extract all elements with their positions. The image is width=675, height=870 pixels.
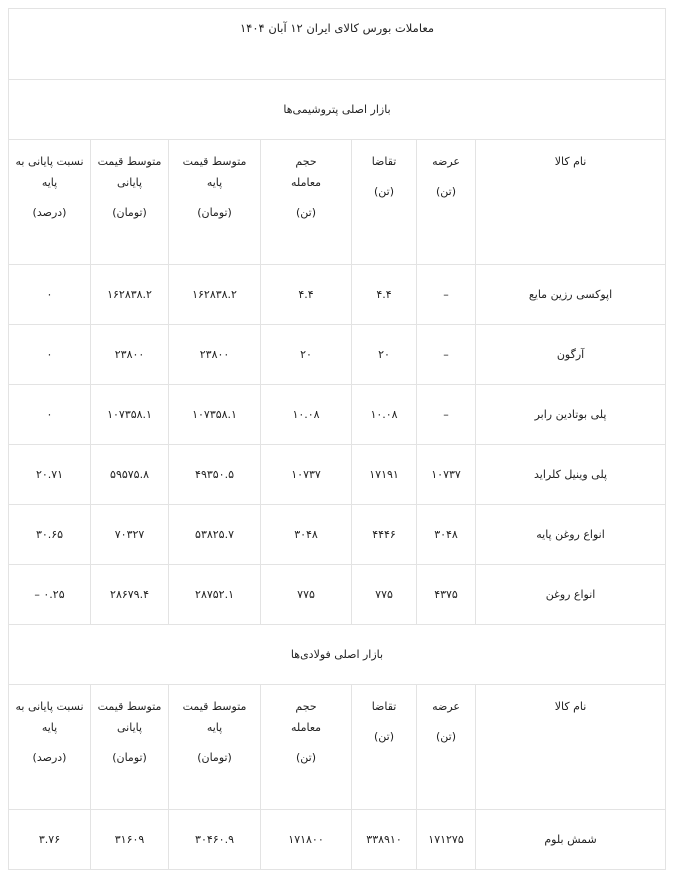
volume-cell: ۲۰ <box>261 325 352 385</box>
page-title: معاملات بورس کالای ایران ۱۲ آبان ۱۴۰۴ <box>9 9 666 80</box>
demand-cell: ۴.۴ <box>352 265 417 325</box>
header-label: نسبت پایانی به <box>15 700 84 713</box>
report-container <box>8 8 665 870</box>
supply-cell: ۱۰۷۳۷ <box>417 445 476 505</box>
ratio-cell: ۳.۷۶ <box>9 810 91 870</box>
base-price-cell: ۱۰۷۳۵۸.۱ <box>169 385 261 445</box>
table-row <box>9 565 666 625</box>
header-unit: (تومان) <box>112 206 147 219</box>
demand-cell: ۱۰.۰۸ <box>352 385 417 445</box>
volume-header <box>261 685 352 810</box>
market-table <box>8 8 666 870</box>
header-label-line2: پایانی <box>117 721 143 734</box>
header-unit: (تومان) <box>197 206 232 219</box>
ratio-cell: ۳۰.۶۵ <box>9 505 91 565</box>
supply-cell: – <box>417 265 476 325</box>
demand-cell: ۱۷۱۹۱ <box>352 445 417 505</box>
final-price-cell: ۲۸۶۷۹.۴ <box>91 565 169 625</box>
final-price-cell: ۳۱۶۰۹ <box>91 810 169 870</box>
section-title: بازار اصلی پتروشیمی‌ها <box>9 80 666 140</box>
base-price-cell: ۱۶۲۸۳۸.۲ <box>169 265 261 325</box>
section-row <box>9 80 666 140</box>
header-unit: (تن) <box>436 185 457 198</box>
header-label: تقاضا <box>371 700 397 713</box>
header-label: نسبت پایانی به <box>15 155 84 168</box>
header-label-line2: پایه <box>206 176 223 189</box>
supply-cell: ۳۰۴۸ <box>417 505 476 565</box>
header-label: تقاضا <box>371 155 397 168</box>
base-price-cell: ۵۳۸۲۵.۷ <box>169 505 261 565</box>
demand-cell: ۷۷۵ <box>352 565 417 625</box>
final-price-cell: ۷۰۳۲۷ <box>91 505 169 565</box>
demand-header <box>352 140 417 265</box>
header-unit: (تن) <box>296 206 317 219</box>
demand-header <box>352 685 417 810</box>
header-label-line2: پایه <box>206 721 223 734</box>
final-price-header <box>91 140 169 265</box>
ratio-cell: ۰ <box>9 265 91 325</box>
final-price-cell: ۲۳۸۰۰ <box>91 325 169 385</box>
section-row <box>9 625 666 685</box>
demand-cell: ۲۰ <box>352 325 417 385</box>
ratio-cell: ۰.۲۵ – <box>9 565 91 625</box>
table-row <box>9 445 666 505</box>
product-header: نام کالا <box>476 140 666 265</box>
header-label-line2: معامله <box>291 176 322 189</box>
volume-cell: ۷۷۵ <box>261 565 352 625</box>
ratio-cell: ۰ <box>9 325 91 385</box>
header-label-line2: معامله <box>291 721 322 734</box>
ratio-header <box>9 685 91 810</box>
column-header-row <box>9 685 666 810</box>
header-label: متوسط قیمت <box>97 155 162 168</box>
supply-cell: ۴۳۷۵ <box>417 565 476 625</box>
header-unit: (تن) <box>374 185 395 198</box>
product-name-cell: انواع روغن <box>476 565 666 625</box>
product-header: نام کالا <box>476 685 666 810</box>
product-name-cell: انواع روغن پایه <box>476 505 666 565</box>
volume-cell: ۱۰۷۳۷ <box>261 445 352 505</box>
final-price-header <box>91 685 169 810</box>
ratio-cell: ۰ <box>9 385 91 445</box>
product-name-cell: پلی وینیل کلراید <box>476 445 666 505</box>
supply-cell: – <box>417 385 476 445</box>
header-label: متوسط قیمت <box>182 155 247 168</box>
header-unit: (تن) <box>296 751 317 764</box>
volume-cell: ۱۰.۰۸ <box>261 385 352 445</box>
volume-cell: ۴.۴ <box>261 265 352 325</box>
base-price-cell: ۴۹۳۵۰.۵ <box>169 445 261 505</box>
product-name-cell: شمش بلوم <box>476 810 666 870</box>
ratio-header <box>9 140 91 265</box>
product-name-cell: آرگون <box>476 325 666 385</box>
table-row <box>9 385 666 445</box>
volume-header <box>261 140 352 265</box>
header-unit: (درصد) <box>32 751 67 764</box>
base-price-cell: ۲۸۷۵۲.۱ <box>169 565 261 625</box>
table-row <box>9 505 666 565</box>
header-unit: (تن) <box>374 730 395 743</box>
header-unit: (تن) <box>436 730 457 743</box>
base-price-cell: ۲۳۸۰۰ <box>169 325 261 385</box>
header-label: متوسط قیمت <box>97 700 162 713</box>
table-row <box>9 325 666 385</box>
header-label: عرضه <box>432 700 460 713</box>
final-price-cell: ۱۰۷۳۵۸.۱ <box>91 385 169 445</box>
final-price-cell: ۱۶۲۸۳۸.۲ <box>91 265 169 325</box>
header-unit: (تومان) <box>112 751 147 764</box>
volume-cell: ۱۷۱۸۰۰ <box>261 810 352 870</box>
product-name-cell: اپوکسی رزین مایع <box>476 265 666 325</box>
supply-cell: ۱۷۱۲۷۵ <box>417 810 476 870</box>
volume-cell: ۳۰۴۸ <box>261 505 352 565</box>
table-row <box>9 810 666 870</box>
ratio-cell: ۲۰.۷۱ <box>9 445 91 505</box>
header-label-line2: پایه <box>41 176 58 189</box>
header-label-line2: پایانی <box>117 176 143 189</box>
demand-cell: ۳۳۸۹۱۰ <box>352 810 417 870</box>
header-label-line2: پایه <box>41 721 58 734</box>
supply-header <box>417 140 476 265</box>
supply-cell: – <box>417 325 476 385</box>
header-unit: (درصد) <box>32 206 67 219</box>
table-row <box>9 265 666 325</box>
header-label: حجم <box>295 155 317 168</box>
demand-cell: ۴۴۴۶ <box>352 505 417 565</box>
header-label: حجم <box>295 700 317 713</box>
final-price-cell: ۵۹۵۷۵.۸ <box>91 445 169 505</box>
column-header-row <box>9 140 666 265</box>
product-name-cell: پلی بوتادین رابر <box>476 385 666 445</box>
header-unit: (تومان) <box>197 751 232 764</box>
header-label: متوسط قیمت <box>182 700 247 713</box>
base-price-header <box>169 140 261 265</box>
supply-header <box>417 685 476 810</box>
header-label: عرضه <box>432 155 460 168</box>
base-price-cell: ۳۰۴۶۰.۹ <box>169 810 261 870</box>
base-price-header <box>169 685 261 810</box>
section-title: بازار اصلی فولادی‌ها <box>9 625 666 685</box>
